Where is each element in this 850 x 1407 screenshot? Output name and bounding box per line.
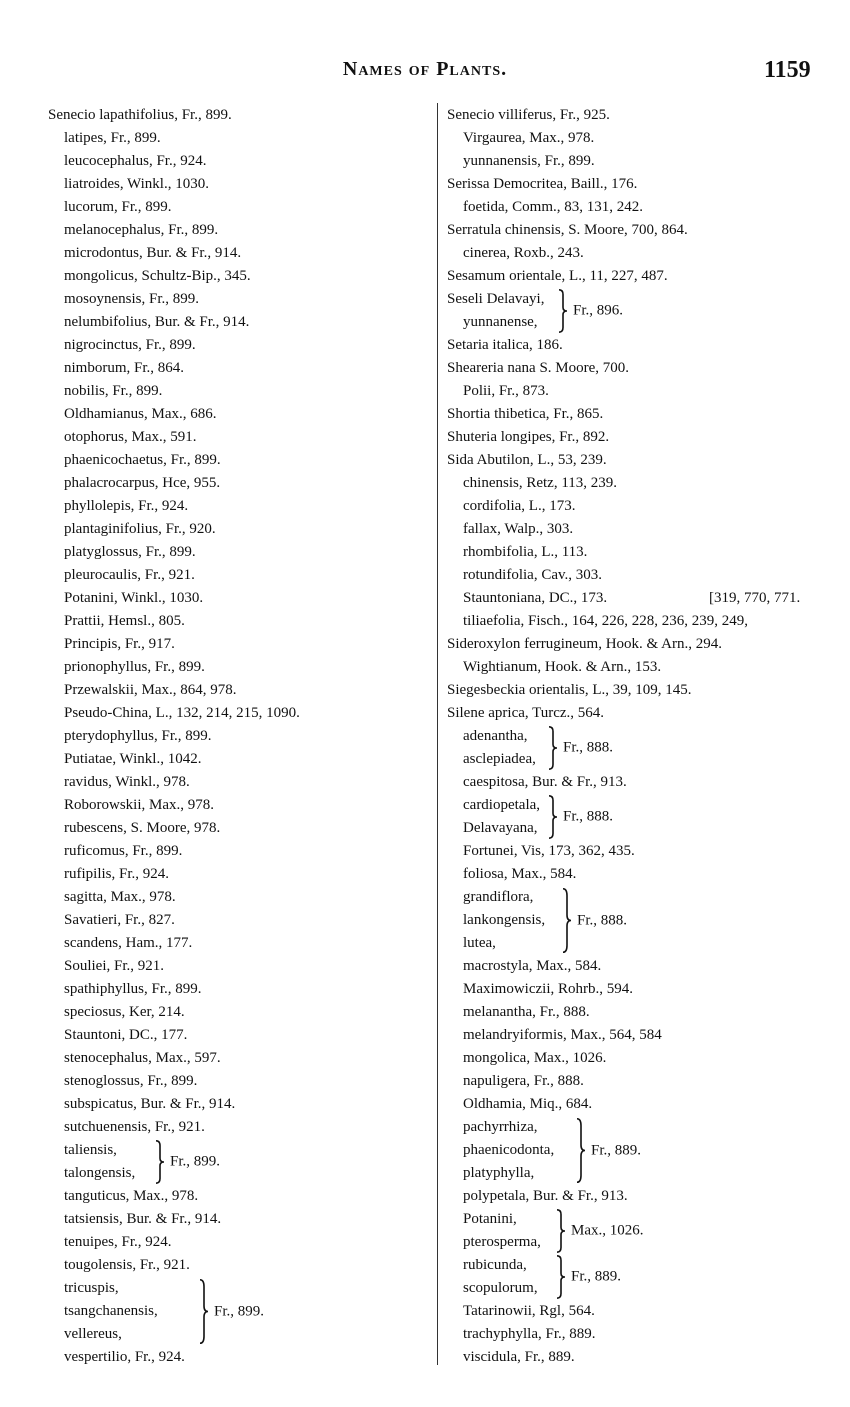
brace-icon (555, 1208, 567, 1254)
index-entry (48, 725, 433, 748)
entry-text: napuligera, Fr., 888. (463, 1073, 584, 1089)
entry-text: rubescens, S. Moore, 978. (64, 820, 221, 836)
brace-icon (547, 794, 559, 840)
entry-text: cinerea, Roxb., 243. (463, 245, 584, 261)
bracketed-group (447, 1116, 842, 1185)
index-entry (48, 426, 433, 449)
entry-text: phalacrocarpus, Hce, 955. (64, 475, 221, 491)
genus-entry (447, 104, 842, 127)
index-entry: Delavayana, (463, 820, 538, 836)
index-entry (48, 1024, 433, 1047)
entry-text: tanguticus, Max., 978. (64, 1188, 199, 1204)
entry-text: Senecio lapathifolius, Fr., 899. (48, 107, 232, 123)
index-entry (447, 1070, 842, 1093)
bracketed-group (447, 1254, 842, 1300)
index-entry: cardiopetala, (463, 797, 541, 813)
index-entry (48, 403, 433, 426)
genus-entry (447, 403, 842, 426)
entry-text: melanantha, Fr., 888. (463, 1004, 590, 1020)
index-entry (48, 1254, 433, 1277)
index-entry (48, 1047, 433, 1070)
entry-text: mongolica, Max., 1026. (463, 1050, 607, 1066)
index-entry (48, 1070, 433, 1093)
index-entry (48, 1231, 433, 1254)
page-reference: Fr., 888. (563, 739, 614, 756)
entry-text: phaenicochaetus, Fr., 899. (64, 452, 221, 468)
entry-text: Stauntoni, DC., 177. (64, 1027, 188, 1043)
index-entry (48, 564, 433, 587)
index-entry (48, 610, 433, 633)
page-reference: Fr., 899. (170, 1153, 221, 1170)
index-entry (48, 1346, 433, 1369)
index-entry (48, 909, 433, 932)
entry-text: lucorum, Fr., 899. (64, 199, 172, 215)
index-entry (447, 1047, 842, 1070)
entry-text: microdontus, Bur. & Fr., 914. (64, 245, 242, 261)
index-entry (447, 587, 842, 610)
index-entry (48, 288, 433, 311)
index-entry (48, 955, 433, 978)
index-entry (447, 541, 842, 564)
index-entry (48, 978, 433, 1001)
index-entry (447, 610, 842, 633)
right-column (447, 104, 842, 1369)
entry-text: macrostyla, Max., 584. (463, 958, 602, 974)
index-entry: Potanini, (463, 1211, 517, 1227)
index-entry: lutea, (463, 935, 496, 951)
brace-icon (154, 1139, 166, 1185)
index-entry (48, 863, 433, 886)
page-reference: Fr., 899. (214, 1303, 265, 1319)
page-reference: Fr., 889. (571, 1268, 622, 1285)
entry-text: Oldhamia, Miq., 684. (463, 1096, 593, 1112)
entry-text: ravidus, Winkl., 978. (64, 774, 190, 790)
brace-icon (575, 1116, 587, 1185)
index-entry (48, 1093, 433, 1116)
entry-text: trachyphylla, Fr., 889. (463, 1326, 596, 1342)
page-number: 1159 (764, 57, 811, 83)
entry-text: sagitta, Max., 978. (64, 889, 176, 905)
entry-text: phyllolepis, Fr., 924. (64, 498, 189, 514)
index-entry: vellereus, (64, 1326, 122, 1342)
index-entry (48, 1001, 433, 1024)
brace-icon (547, 725, 559, 771)
index-entry (48, 357, 433, 380)
entry-text: tiliaefolia, Fisch., 164, 226, 228, 236, 239, 249, (463, 613, 748, 629)
index-entry (48, 817, 433, 840)
bracketed-group (447, 725, 842, 771)
entry-text: spathiphyllus, Fr., 899. (64, 981, 202, 997)
entry-text: Tatarinowii, Rgl, 564. (463, 1303, 595, 1319)
running-title: Names of Plants. (342, 58, 508, 80)
entry-text: nigrocinctus, Fr., 899. (64, 337, 196, 353)
genus-entry (447, 173, 842, 196)
bracketed-group (447, 794, 842, 840)
index-entry (447, 1323, 842, 1346)
entry-text: vespertilio, Fr., 924. (64, 1349, 185, 1365)
bracketed-group (447, 288, 842, 334)
index-entry: grandiflora, (463, 889, 534, 905)
genus-entry (447, 633, 842, 656)
index-entry (48, 472, 433, 495)
genus-entry (447, 702, 842, 725)
index-entry (48, 311, 433, 334)
continuation-reference: [319, 770, 771. (709, 590, 801, 606)
entry-text: rotundifolia, Cav., 303. (463, 567, 603, 583)
index-entry: adenantha, (463, 728, 528, 744)
entry-text: foliosa, Max., 584. (463, 866, 577, 882)
entry-text: stenoglossus, Fr., 899. (64, 1073, 198, 1089)
genus-entry (447, 426, 842, 449)
entry-text: chinensis, Retz, 113, 239. (463, 475, 618, 491)
index-entry: pachyrrhiza, (463, 1119, 538, 1135)
index-entry (48, 265, 433, 288)
entry-text: Shortia thibetica, Fr., 865. (447, 406, 604, 422)
entry-text: stenocephalus, Max., 597. (64, 1050, 221, 1066)
genus-entry (447, 357, 842, 380)
entry-text: melandryiformis, Max., 564, 584 (463, 1027, 662, 1043)
entry-text: Wightianum, Hook. & Arn., 153. (463, 659, 662, 675)
index-entry: Seseli Delavayi, (447, 291, 545, 307)
index-entry: tsangchanensis, (64, 1303, 158, 1319)
entry-text: tenuipes, Fr., 924. (64, 1234, 172, 1250)
entry-text: plantaginifolius, Fr., 920. (64, 521, 216, 537)
index-entry: talongensis, (64, 1165, 136, 1181)
entry-text: Polii, Fr., 873. (463, 383, 549, 399)
index-entry: asclepiadea, (463, 751, 536, 767)
entry-text: leucocephalus, Fr., 924. (64, 153, 207, 169)
index-entry (447, 771, 842, 794)
index-entry (48, 541, 433, 564)
index-entry (48, 196, 433, 219)
entry-text: nimborum, Fr., 864. (64, 360, 185, 376)
entry-text: nelumbifolius, Bur. & Fr., 914. (64, 314, 250, 330)
index-entry (447, 1001, 842, 1024)
index-entry: tricuspis, (64, 1280, 119, 1296)
genus-entry (447, 265, 842, 288)
index-entry (48, 219, 433, 242)
index-entry: lankongensis, (463, 912, 546, 928)
entry-text: Siegesbeckia orientalis, L., 39, 109, 145. (447, 682, 692, 698)
index-entry (447, 127, 842, 150)
index-entry (48, 1185, 433, 1208)
left-column (48, 104, 433, 1369)
index-entry (447, 472, 842, 495)
index-entry (48, 1116, 433, 1139)
brace-icon (555, 1254, 567, 1300)
page-reference: Max., 1026. (571, 1222, 644, 1239)
index-entry (447, 1185, 842, 1208)
entry-text: Prattii, Hemsl., 805. (64, 613, 185, 629)
index-entry: rubicunda, (463, 1257, 527, 1273)
index-entry (48, 449, 433, 472)
index-entry: scopulorum, (463, 1280, 538, 1296)
index-entry: pterosperma, (463, 1234, 541, 1250)
index-entry (447, 1093, 842, 1116)
brace-icon (561, 886, 573, 955)
genus-entry (48, 104, 433, 127)
entry-text: subspicatus, Bur. & Fr., 914. (64, 1096, 236, 1112)
entry-text: Serissa Democritea, Baill., 176. (447, 176, 638, 192)
index-entry (48, 127, 433, 150)
entry-text: Pseudo-China, L., 132, 214, 215, 1090. (64, 705, 300, 721)
entry-text: Setaria italica, 186. (447, 337, 563, 353)
entry-text: Sesamum orientale, L., 11, 227, 487. (447, 268, 668, 284)
index-entry (447, 863, 842, 886)
entry-text: Savatieri, Fr., 827. (64, 912, 175, 928)
index-entry: yunnanense, (463, 314, 538, 330)
entry-text: Shuteria longipes, Fr., 892. (447, 429, 610, 445)
index-entry (447, 564, 842, 587)
index-entry (447, 978, 842, 1001)
entry-text: Serratula chinensis, S. Moore, 700, 864. (447, 222, 688, 238)
brace-icon (557, 288, 569, 334)
entry-text: Maximowiczii, Rohrb., 594. (463, 981, 633, 997)
index-entry (48, 932, 433, 955)
bracketed-group (447, 1208, 842, 1254)
index-entry (48, 150, 433, 173)
entry-text: yunnanensis, Fr., 899. (463, 153, 595, 169)
index-entry (48, 633, 433, 656)
entry-text: mosoynensis, Fr., 899. (64, 291, 200, 307)
entry-text: speciosus, Ker, 214. (64, 1004, 185, 1020)
genus-entry (447, 219, 842, 242)
entry-text: fallax, Walp., 303. (463, 521, 574, 537)
entry-text: foetida, Comm., 83, 131, 242. (463, 199, 643, 215)
entry-text: Souliei, Fr., 921. (64, 958, 165, 974)
index-entry (447, 840, 842, 863)
index-entry (447, 495, 842, 518)
genus-entry (447, 334, 842, 357)
entry-text: tougolensis, Fr., 921. (64, 1257, 190, 1273)
entry-text: rufipilis, Fr., 924. (64, 866, 170, 882)
bracketed-group (48, 1139, 433, 1185)
entry-text: Sheareria nana S. Moore, 700. (447, 360, 630, 376)
entry-text: ruficomus, Fr., 899. (64, 843, 183, 859)
page-reference: Fr., 888. (563, 808, 614, 825)
index-entry: platyphylla, (463, 1165, 535, 1181)
entry-text: caespitosa, Bur. & Fr., 913. (463, 774, 627, 790)
column-divider (437, 103, 438, 1365)
entry-text: nobilis, Fr., 899. (64, 383, 163, 399)
entry-text: pleurocaulis, Fr., 921. (64, 567, 195, 583)
entry-text: Putiatae, Winkl., 1042. (64, 751, 202, 767)
index-entry (447, 518, 842, 541)
entry-text: melanocephalus, Fr., 899. (64, 222, 219, 238)
entry-text: polypetala, Bur. & Fr., 913. (463, 1188, 628, 1204)
page-reference: Fr., 896. (573, 302, 624, 319)
entry-text: Virgaurea, Max., 978. (463, 130, 595, 146)
entry-text: Stauntoniana, DC., 173. (463, 590, 608, 606)
index-entry (447, 1300, 842, 1323)
index-entry: taliensis, (64, 1142, 117, 1158)
entry-text: cordifolia, L., 173. (463, 498, 576, 514)
index-entry (48, 771, 433, 794)
entry-text: platyglossus, Fr., 899. (64, 544, 196, 560)
index-entry (48, 334, 433, 357)
index-entry (447, 196, 842, 219)
index-entry (48, 173, 433, 196)
index-entry (48, 380, 433, 403)
entry-text: Oldhamianus, Max., 686. (64, 406, 217, 422)
entry-text: prionophyllus, Fr., 899. (64, 659, 205, 675)
index-entry (447, 242, 842, 265)
index-entry (48, 748, 433, 771)
index-entry: phaenicodonta, (463, 1142, 555, 1158)
bracketed-group (48, 1277, 433, 1346)
entry-text: liatroides, Winkl., 1030. (64, 176, 209, 192)
index-entry (48, 495, 433, 518)
index-entry (447, 150, 842, 173)
index-entry (447, 656, 842, 679)
entry-text: Sida Abutilon, L., 53, 239. (447, 452, 607, 468)
index-entry (48, 587, 433, 610)
entry-text: rhombifolia, L., 113. (463, 544, 588, 560)
entry-text: pterydophyllus, Fr., 899. (64, 728, 212, 744)
page-reference: Fr., 889. (591, 1142, 642, 1158)
bracketed-group (447, 886, 842, 955)
entry-text: Silene aprica, Turcz., 564. (447, 705, 605, 721)
index-entry (48, 702, 433, 725)
entry-text: Sideroxylon ferrugineum, Hook. & Arn., 294. (447, 636, 722, 652)
entry-text: mongolicus, Schultz-Bip., 345. (64, 268, 251, 284)
brace-icon (198, 1277, 210, 1346)
index-entry (48, 1208, 433, 1231)
index-entry (48, 656, 433, 679)
entry-text: Fortunei, Vis, 173, 362, 435. (463, 843, 635, 859)
index-entry (447, 955, 842, 978)
entry-text: Roborowskii, Max., 978. (64, 797, 214, 813)
index-entry (48, 518, 433, 541)
index-entry (48, 679, 433, 702)
entry-text: Potanini, Winkl., 1030. (64, 590, 204, 606)
index-entry (447, 1346, 842, 1369)
entry-text: otophorus, Max., 591. (64, 429, 197, 445)
entry-text: scandens, Ham., 177. (64, 935, 193, 951)
entry-text: sutchuenensis, Fr., 921. (64, 1119, 205, 1135)
index-entry (447, 1024, 842, 1047)
index-entry (48, 840, 433, 863)
entry-text: Przewalskii, Max., 864, 978. (64, 682, 237, 698)
genus-entry (447, 449, 842, 472)
index-entry (48, 886, 433, 909)
entry-text: Senecio villiferus, Fr., 925. (447, 107, 610, 123)
entry-text: viscidula, Fr., 889. (463, 1349, 575, 1365)
index-entry (48, 242, 433, 265)
genus-entry (447, 679, 842, 702)
entry-text: Principis, Fr., 917. (64, 636, 175, 652)
page-reference: Fr., 888. (577, 912, 628, 928)
index-entry (447, 380, 842, 403)
entry-text: tatsiensis, Bur. & Fr., 914. (64, 1211, 222, 1227)
entry-text: latipes, Fr., 899. (64, 130, 161, 146)
index-entry (48, 794, 433, 817)
